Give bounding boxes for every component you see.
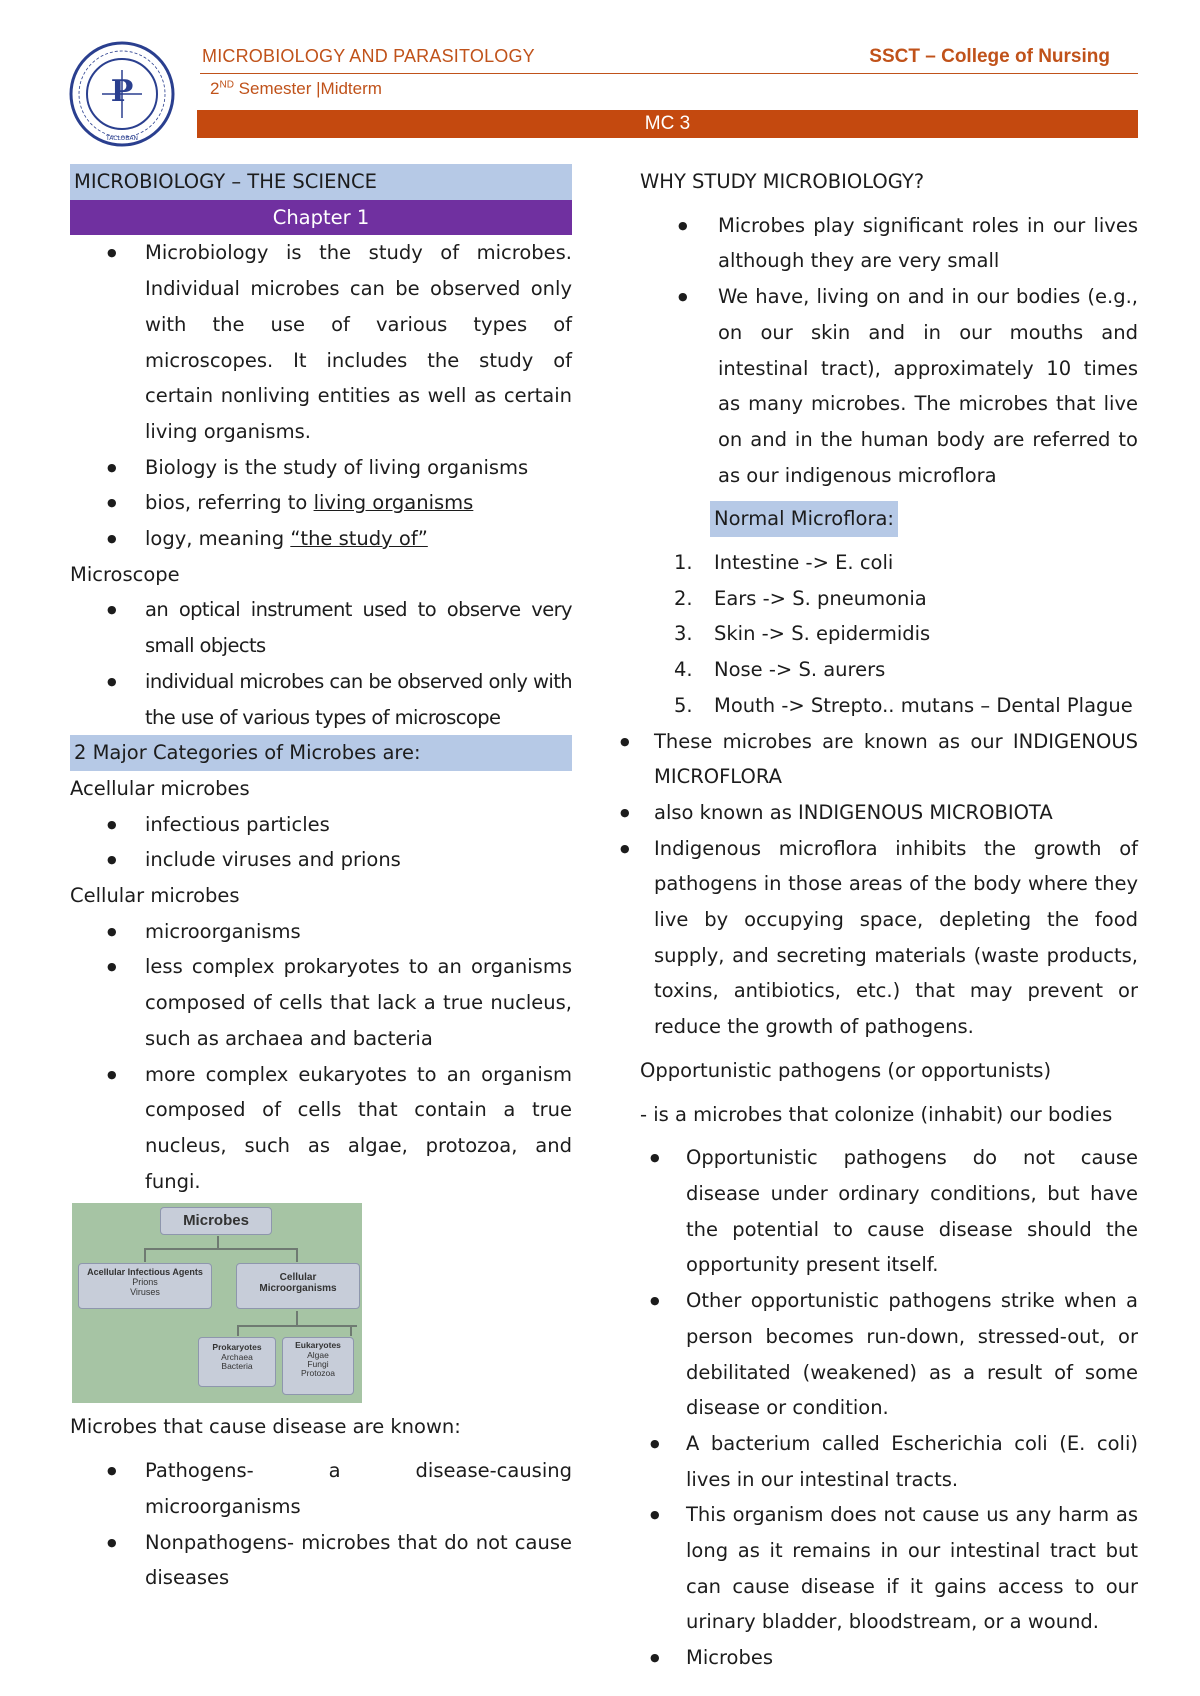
list-item: ● bios, referring to living organisms — [145, 485, 572, 521]
list-item: ● Indigenous microflora inhibits the growth of pathogens in those areas of the body where they live by occupying space, depleting the food supply, and secreting materials (waste products, toxins, antibiotics, etc.) that may prevent or reduce the growth of pathogens. — [654, 831, 1138, 1045]
list-item: ● Pathogens- a disease-causing microorganisms — [145, 1453, 572, 1524]
svg-text:P: P — [110, 74, 134, 109]
chapter-heading: Chapter 1 — [70, 200, 572, 236]
list-item: ● Microbes play significant roles in our lives although they are very small — [718, 208, 1138, 279]
acellular-list — [70, 807, 572, 878]
list-item: ● A bacterium called Escherichia coli (E. coli) lives in our intestinal tracts. — [686, 1426, 1138, 1497]
course-title: MICROBIOLOGY AND PARASITOLOGY — [202, 46, 535, 66]
why-heading: WHY STUDY MICROBIOLOGY? — [640, 170, 925, 193]
list-item: ● Nonpathogens- microbes that do not cause diseases — [145, 1525, 572, 1596]
diagram-root-box: Microbes — [160, 1207, 272, 1235]
header-rule — [200, 73, 1138, 74]
why-list — [640, 208, 1138, 494]
diagram-prokaryotes-box: Prokaryotes Archaea Bacteria — [198, 1337, 276, 1387]
normal-microflora-list — [640, 545, 1138, 724]
right-column — [640, 164, 1138, 1676]
opportunistic-heading: Opportunistic pathogens (or opportunists) — [640, 1058, 1052, 1082]
disease-list — [70, 1453, 572, 1596]
cellular-list — [70, 914, 572, 1200]
list-item: ● an optical instrument used to observe very small objects — [145, 592, 572, 663]
opportunistic-definition: - is a microbes that colonize (inhabit) our bodies — [640, 1102, 1113, 1126]
list-item: 3. Skin -> S. epidermidis — [674, 622, 931, 646]
list-item: ● include viruses and prions — [145, 842, 572, 878]
list-item: ● We have, living on and in our bodies (e.g., on our skin and in our mouths and intestinal tract), approximately 10 times as many microbes. The microbes that live on and in the human body are referred to as our indigenous microflora — [718, 279, 1138, 493]
list-item: ● more complex eukaryotes to an organism composed of cells that contain a true nucleus, such as algae, protozoa, and fungi. — [145, 1057, 572, 1200]
list-item: ● Opportunistic pathogens do not cause disease under ordinary conditions, but have the potential to cause disease should the opportunity present itself. — [686, 1140, 1138, 1283]
list-item: ● Microbiology is the study of microbes. Individual microbes can be observed only with the use of various types of microscopes. It includes the study of certain nonliving entities as well as certain living organisms. — [145, 235, 572, 449]
categories-heading: 2 Major Categories of Microbes are: — [70, 735, 572, 771]
list-item: ● individual microbes can be observed only with the use of various types of microscope — [145, 664, 572, 735]
list-item: ● less complex prokaryotes to an organisms composed of cells that lack a true nucleus, such as archaea and bacteria — [145, 949, 572, 1056]
school-name: SSCT – College of Nursing — [869, 46, 1110, 67]
diagram-cellular-box: Cellular Microorganisms — [236, 1263, 360, 1309]
diagram-acellular-box: Acellular Infectious Agents Prions Viruses — [78, 1263, 212, 1309]
microbes-classification-diagram — [72, 1203, 362, 1403]
list-item: ● Biology is the study of living organisms — [145, 450, 572, 486]
list-item: 1. Intestine -> E. coli — [674, 551, 894, 575]
diagram-eukaryotes-box: Eukaryotes Algae Fungi Protozoa — [282, 1337, 354, 1395]
svg-text:TACLOBAN: TACLOBAN — [106, 135, 138, 142]
list-item: ● infectious particles — [145, 807, 572, 843]
microscope-heading: Microscope — [70, 562, 180, 586]
module-bar: MC 3 — [197, 110, 1138, 138]
list-item: 5. Mouth -> Strepto.. mutans – Dental Plague — [674, 693, 1133, 717]
list-item: 4. Nose -> S. aurers — [674, 658, 886, 682]
indigenous-list — [620, 724, 1138, 1045]
list-item: ● logy, meaning “the study of” — [145, 521, 572, 557]
section-title: MICROBIOLOGY – THE SCIENCE — [70, 164, 572, 200]
acellular-heading: Acellular microbes — [70, 776, 250, 800]
normal-microflora-heading: Normal Microflora: — [710, 501, 898, 537]
list-item: ● This organism does not cause us any harm as long as it remains in our intestinal tract but can cause disease if it gains access to our urinary bladder, bloodstream, or a wound. — [686, 1497, 1138, 1640]
list-item: ● These microbes are known as our INDIGENOUS MICROFLORA — [654, 724, 1138, 795]
opportunistic-list — [640, 1140, 1138, 1676]
cellular-heading: Cellular microbes — [70, 884, 240, 908]
list-item: ● Microbes — [686, 1640, 1138, 1676]
left-column — [70, 164, 572, 1596]
semester-label: 2ND Semester |Midterm — [210, 79, 382, 98]
list-item: ● also known as INDIGENOUS MICROBIOTA — [654, 795, 1138, 831]
microscope-list — [70, 592, 572, 735]
intro-list — [70, 235, 572, 556]
disease-heading: Microbes that cause disease are known: — [70, 1415, 461, 1439]
list-item: 2. Ears -> S. pneumonia — [674, 586, 927, 610]
list-item: ● microorganisms — [145, 914, 572, 950]
list-item: ● Other opportunistic pathogens strike when a person becomes run-down, stressed-out, or debilitated (weakened) as a result of some disease or condition. — [686, 1283, 1138, 1426]
college-seal-logo — [68, 40, 176, 148]
